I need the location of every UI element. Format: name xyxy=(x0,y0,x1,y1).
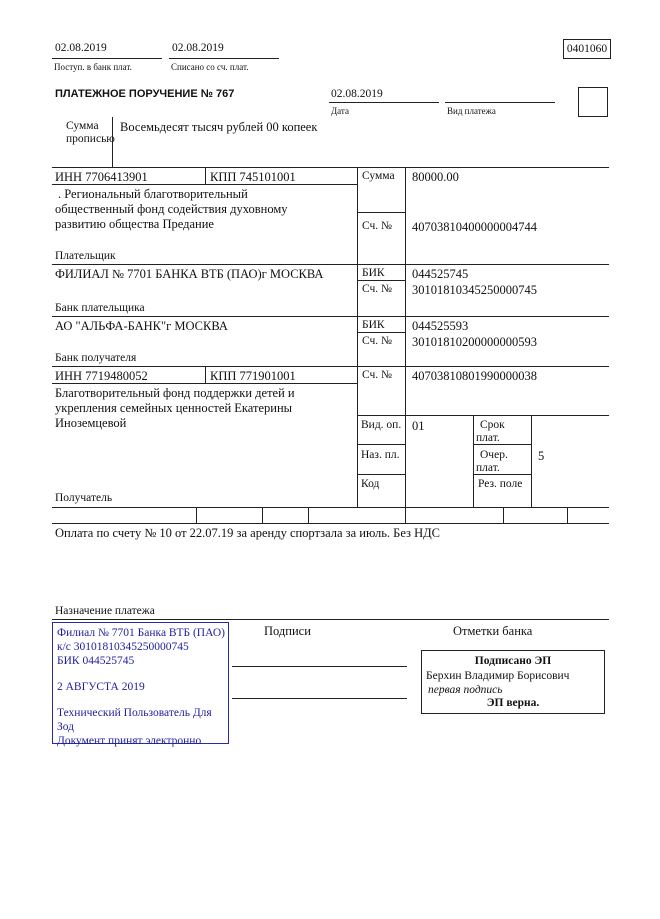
payer-account-label: Сч. № xyxy=(362,220,393,232)
stamp-date: 2 АВГУСТА 2019 xyxy=(57,681,145,693)
payer-name-2: общественный фонд содействия духовному xyxy=(55,202,288,216)
sum-value: 80000.00 xyxy=(412,170,459,184)
payee-bank-bik-value: 044525593 xyxy=(412,319,469,333)
code-label: Код xyxy=(361,478,380,490)
payer-bank-bik-label: БИК xyxy=(362,267,385,279)
payer-bank-bik-value: 044525745 xyxy=(412,267,469,281)
payer-account-value: 40703810400000004744 xyxy=(412,220,537,234)
payment-type-label: Вид платежа xyxy=(447,106,496,116)
purpose-label: Назначение платежа xyxy=(55,605,155,617)
stamp-user-1: Технический Пользователь Для xyxy=(57,707,212,719)
payee-bank-label: Банк получателя xyxy=(55,352,137,364)
stamp-bank-name: Филиал № 7701 Банка ВТБ (ПАО) xyxy=(57,627,225,639)
priority-label-1: Очер. xyxy=(480,449,508,461)
op-type-label: Вид. оп. xyxy=(361,419,402,431)
status-box xyxy=(578,87,608,117)
payee-label: Получатель xyxy=(55,492,113,504)
ep-verified: ЭП верна. xyxy=(486,697,540,709)
priority-label-2: плат. xyxy=(476,462,500,474)
stamp-user-2: Зод xyxy=(57,721,75,733)
purpose-code-label: Наз. пл. xyxy=(361,449,400,461)
payer-bank-corr-value: 30101810345250000745 xyxy=(412,283,537,297)
payee-name-2: укрепления семейных ценностей Екатерины xyxy=(55,401,293,415)
payee-inn: ИНН 7719480052 xyxy=(55,369,148,383)
payer-bank-name: ФИЛИАЛ № 7701 БАНКА ВТБ (ПАО)г МОСКВА xyxy=(55,267,324,281)
payee-account-label: Сч. № xyxy=(362,369,393,381)
received-date: 02.08.2019 xyxy=(55,42,107,54)
payee-bank-corr-label: Сч. № xyxy=(362,335,393,347)
sum-label: Сумма xyxy=(362,170,395,182)
ep-title: Подписано ЭП xyxy=(474,655,552,667)
ep-signer: Берхин Владимир Борисович xyxy=(426,670,570,682)
payee-bank-bik-label: БИК xyxy=(362,319,385,331)
ep-role: первая подпись xyxy=(428,684,503,696)
op-type-value: 01 xyxy=(412,419,425,433)
due-label-2: плат. xyxy=(476,432,500,444)
payee-account-value: 40703810801990000038 xyxy=(412,369,537,383)
stamp-bik: БИК 044525745 xyxy=(57,655,135,667)
payee-bank-name: АО "АЛЬФА-БАНК"г МОСКВА xyxy=(55,319,228,333)
ep-signature-stamp xyxy=(421,650,605,714)
bank-acceptance-stamp xyxy=(52,622,229,747)
amount-words-label-1: Сумма xyxy=(66,120,99,132)
document-title: ПЛАТЕЖНОЕ ПОРУЧЕНИЕ № 767 xyxy=(55,88,235,100)
payer-name-3: развитию общества Предание xyxy=(55,217,214,231)
priority-value: 5 xyxy=(538,449,545,463)
form-code: 0401060 xyxy=(563,39,611,59)
debited-date: 02.08.2019 xyxy=(172,42,224,54)
due-label-1: Срок xyxy=(480,419,505,431)
payee-name-3: Иноземцевой xyxy=(55,416,127,430)
payer-name-1: . Региональный благотворительный xyxy=(58,187,248,201)
payer-label: Плательщик xyxy=(55,250,116,262)
reserve-label: Рез. поле xyxy=(478,478,523,490)
debited-label: Списано со сч. плат. xyxy=(171,62,249,72)
payee-kpp: КПП 771901001 xyxy=(210,369,296,383)
order-date: 02.08.2019 xyxy=(331,88,383,100)
payer-bank-corr-label: Сч. № xyxy=(362,283,393,295)
amount-words-label-2: прописью xyxy=(66,133,115,145)
bank-marks-label: Отметки банка xyxy=(453,624,533,638)
stamp-accepted: Документ принят электронно xyxy=(57,735,202,747)
payer-bank-label: Банк плательщика xyxy=(55,302,145,314)
purpose-text: Оплата по счету № 10 от 22.07.19 за аренду спортзала за июль. Без НДС xyxy=(55,526,440,540)
stamp-corr-account: к/с 30101810345250000745 xyxy=(57,641,189,653)
payee-name-1: Благотворительный фонд поддержки детей и xyxy=(55,386,295,400)
received-label: Поступ. в банк плат. xyxy=(54,62,132,72)
order-date-label: Дата xyxy=(331,106,349,116)
payer-inn: ИНН 7706413901 xyxy=(55,170,148,184)
signatures-label: Подписи xyxy=(264,624,311,638)
payer-kpp: КПП 745101001 xyxy=(210,170,296,184)
amount-words-value: Восемьдесят тысяч рублей 00 копеек xyxy=(120,120,318,134)
payee-bank-corr-value: 30101810200000000593 xyxy=(412,335,537,349)
